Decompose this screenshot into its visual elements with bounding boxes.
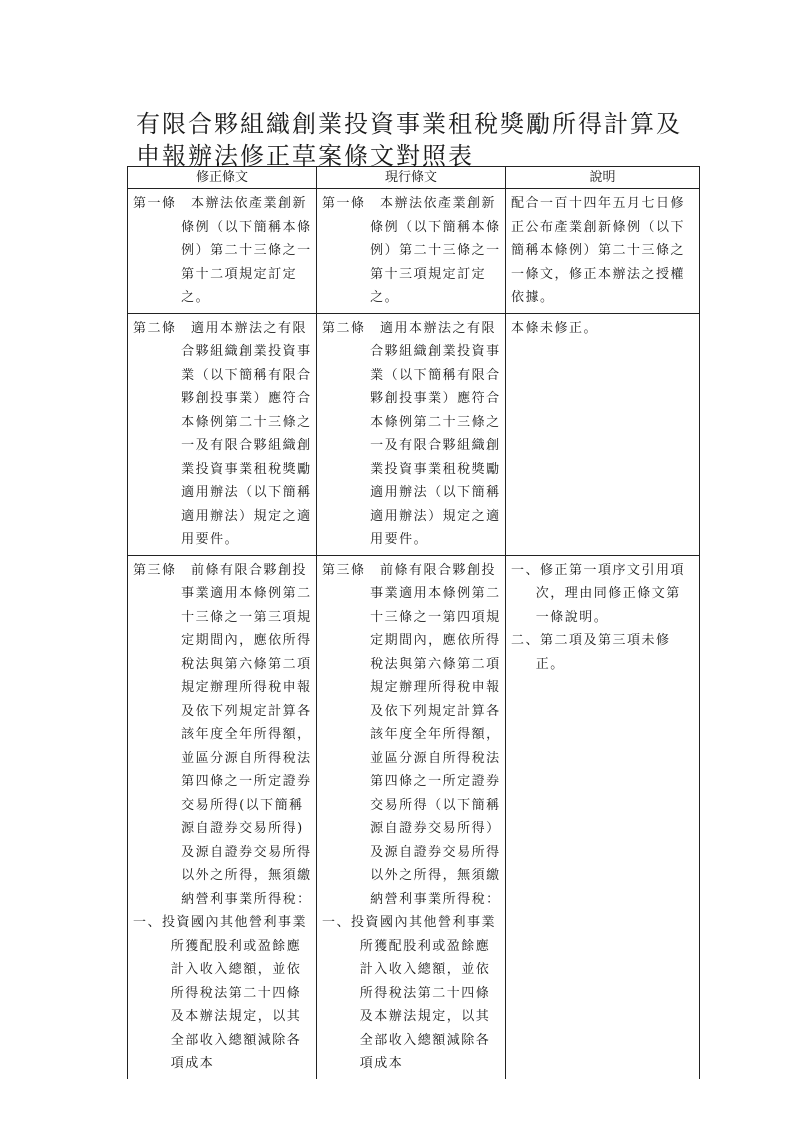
comparison-table bbox=[127, 166, 700, 1079]
table-row bbox=[128, 555, 700, 1079]
header-current: 現行條文 bbox=[317, 167, 506, 189]
article-text: 第三條 前條有限合夥創投事業適用本條例第二十三條之一第三項規定期間內，應依所得稅法與第六條第二項規定辦理所得稅申報及依下列規定計算各該年度全年所得額，並區分源自所得稅法第四條之一所定證券交易所得(以下簡稱源自證券交易所得)及源自證券交易所得以外之所得，無須繳納營利事業所得稅： bbox=[133, 562, 312, 907]
note-text: 本條未修正。 bbox=[511, 320, 599, 336]
cell-amended bbox=[128, 189, 317, 314]
table-row bbox=[128, 189, 700, 314]
note-item: 二、第二項及第三項未修正。 bbox=[511, 633, 671, 672]
cell-current bbox=[317, 313, 506, 555]
cell-note bbox=[506, 555, 700, 1079]
article-text: 第二條 適用本辦法之有限合夥組織創業投資事業（以下簡稱有限合夥創投事業）應符合本條例第二十三條之一及有限合夥組織創業投資事業租稅獎勵適用辦法（以下簡稱適用辦法）規定之適用要件。 bbox=[322, 320, 501, 547]
cell-current bbox=[317, 555, 506, 1079]
article-text: 第一條 本辦法依產業創新條例（以下簡稱本條例）第二十三條之一第十二項規定訂定之。 bbox=[133, 196, 312, 305]
title-line-1: 有限合夥組織創業投資事業租稅獎勵所得計算及 bbox=[136, 110, 682, 138]
header-note: 說明 bbox=[506, 167, 700, 189]
document-title bbox=[136, 108, 736, 172]
cell-amended bbox=[128, 555, 317, 1079]
cell-note bbox=[506, 313, 700, 555]
title-line-2: 申報辦法修正草案條文對照表 bbox=[136, 142, 474, 170]
table-row bbox=[128, 313, 700, 555]
table-header-row bbox=[128, 167, 700, 189]
article-text: 第一條 本辦法依產業創新條例（以下簡稱本條例）第二十三條之一第十三項規定訂定之。 bbox=[322, 196, 501, 305]
note-item: 一、修正第一項序文引用項次，理由同修正條文第一條說明。 bbox=[511, 562, 686, 625]
header-amended: 修正條文 bbox=[128, 167, 317, 189]
note-text: 配合一百十四年五月七日修正公布產業創新條例（以下簡稱本條例）第二十三條之一條文，修正本辦法之授權依據。 bbox=[511, 196, 686, 305]
cell-current bbox=[317, 189, 506, 314]
article-item: 一、投資國內其他營利事業所獲配股利或盈餘應計入收入總額，並依所得稅法第二十四條及本辦法規定，以其全部收入總額減除各項成本 bbox=[133, 915, 308, 1071]
article-item: 一、投資國內其他營利事業所獲配股利或盈餘應計入收入總額，並依所得稅法第二十四條及本辦法規定，以其全部收入總額減除各項成本 bbox=[322, 915, 497, 1071]
article-text: 第三條 前條有限合夥創投事業適用本條例第二十三條之一第四項規定期間內，應依所得稅法與第六條第二項規定辦理所得稅申報及依下列規定計算各該年度全年所得額，並區分源自所得稅法第四條之一所定證券交易所得（以下簡稱源自證券交易所得）及源自證券交易所得以外之所得，無須繳納營利事業所得稅： bbox=[322, 562, 501, 907]
cell-note bbox=[506, 189, 700, 314]
cell-amended bbox=[128, 313, 317, 555]
article-text: 第二條 適用本辦法之有限合夥組織創業投資事業（以下簡稱有限合夥創投事業）應符合本條例第二十三條之一及有限合夥組織創業投資事業租稅獎勵適用辦法（以下簡稱適用辦法）規定之適用要件。 bbox=[133, 320, 312, 547]
